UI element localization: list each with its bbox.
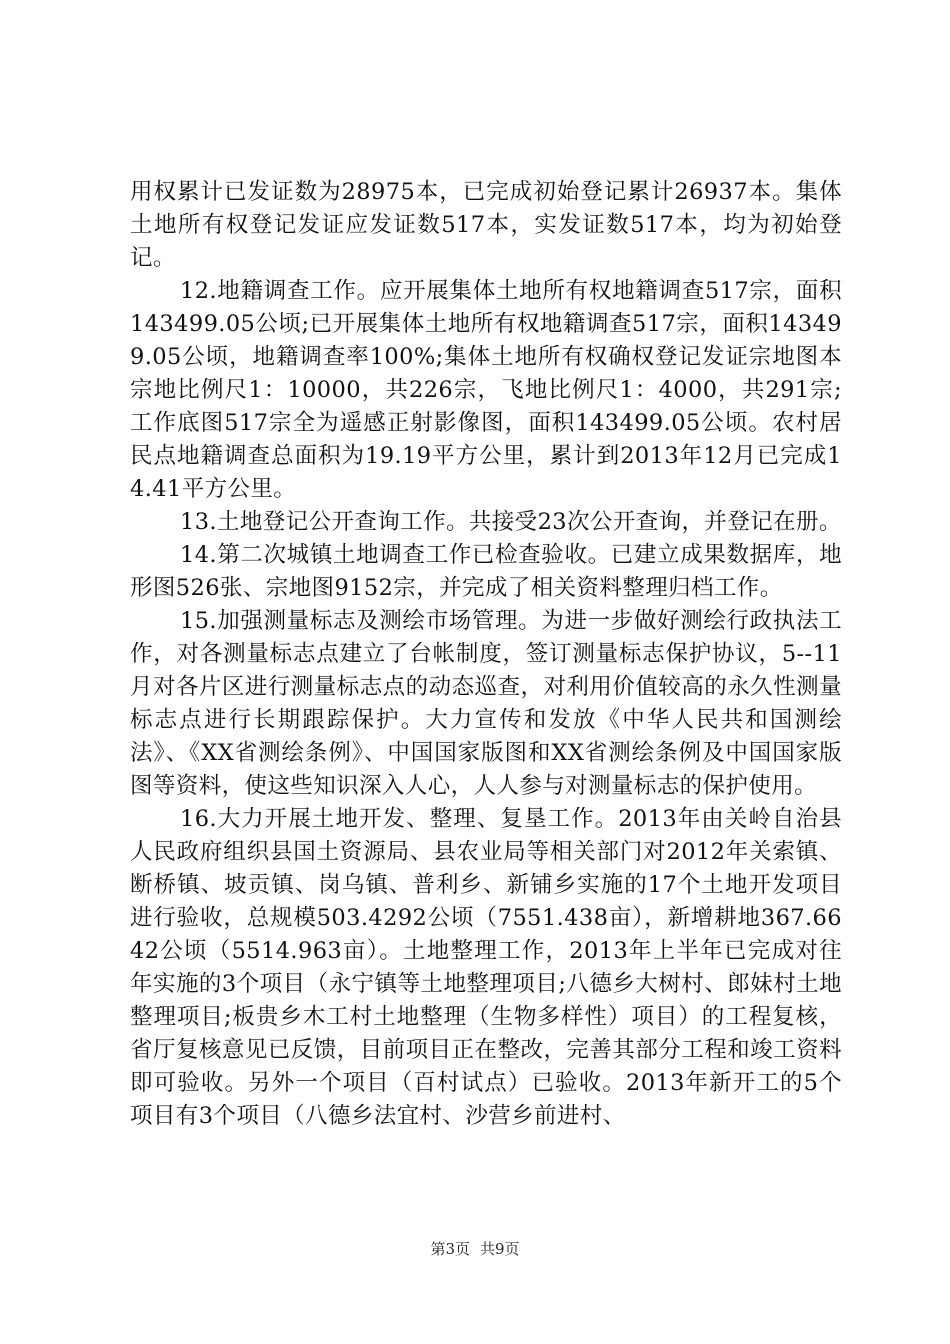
paragraph-item-12: 12.地籍调查工作。应开展集体土地所有权地籍调查517宗，面积143499.05公顷;已开展集体土地所有权地籍调查517宗，面积143499.05公顷，地籍调查率100%;集体土地所有权确权登记发证宗地图本宗地比例尺1：10000，共226宗，飞地比例尺1：4000，共291宗;工作底图517宗全为遥感正射影像图，面积143499.05公顷。农村居民点地籍调查总面积为19.19平方公里，累计到2013年12月已完成14.41平方公里。 [130,278,842,502]
page-number: 第3页 [430,1240,470,1258]
paragraph-item-14: 14.第二次城镇土地调查工作已检查验收。已建立成果数据库，地形图526张、宗地图9152宗，并完成了相关资料整理归档工作。 [130,542,842,601]
page-footer [0,1239,950,1259]
document-body [130,176,842,1133]
page-total: 共9页 [480,1240,520,1258]
paragraph-item-16: 16.大力开展土地开发、整理、复垦工作。2013年由关岭自治县人民政府组织县国土资源局、县农业局等相关部门对2012年关索镇、断桥镇、坡贡镇、岗乌镇、普利乡、新铺乡实施的17个土地开发项目进行验收，总规模503.4292公顷（7551.438亩），新增耕地367.6642公顷（5514.963亩）。土地整理工作，2013年上半年已完成对往年实施的3个项目（永宁镇等土地整理项目;八德乡大树村、郎妹村土地整理项目;板贵乡木工村土地整理（生物多样性）项目）的工程复核，省厅复核意见已反馈，目前项目正在整改，完善其部分工程和竣工资料即可验收。另外一个项目（百村试点）已验收。2013年新开工的5个项目有3个项目（八德乡法宜村、沙营乡前进村、 [130,806,842,1129]
paragraph-item-15: 15.加强测量标志及测绘市场管理。为进一步做好测绘行政执法工作，对各测量标志点建立了台帐制度，签订测量标志保护协议，5--11月对各片区进行测量标志点的动态巡查，对利用价值较高的永久性测量标志点进行长期跟踪保护。大力宣传和发放《中华人民共和国测绘法》、《XX省测绘条例》、中国国家版图和XX省测绘条例及中国国家版图等资料，使这些知识深入人心，人人参与对测量标志的保护使用。 [130,608,842,799]
paragraph-continuation: 用权累计已发证数为28975本，已完成初始登记累计26937本。集体土地所有权登记发证应发证数517本，实发证数517本，均为初始登记。 [130,179,842,271]
paragraph-item-13: 13.土地登记公开查询工作。共接受23次公开查询，并登记在册。 [180,509,842,535]
